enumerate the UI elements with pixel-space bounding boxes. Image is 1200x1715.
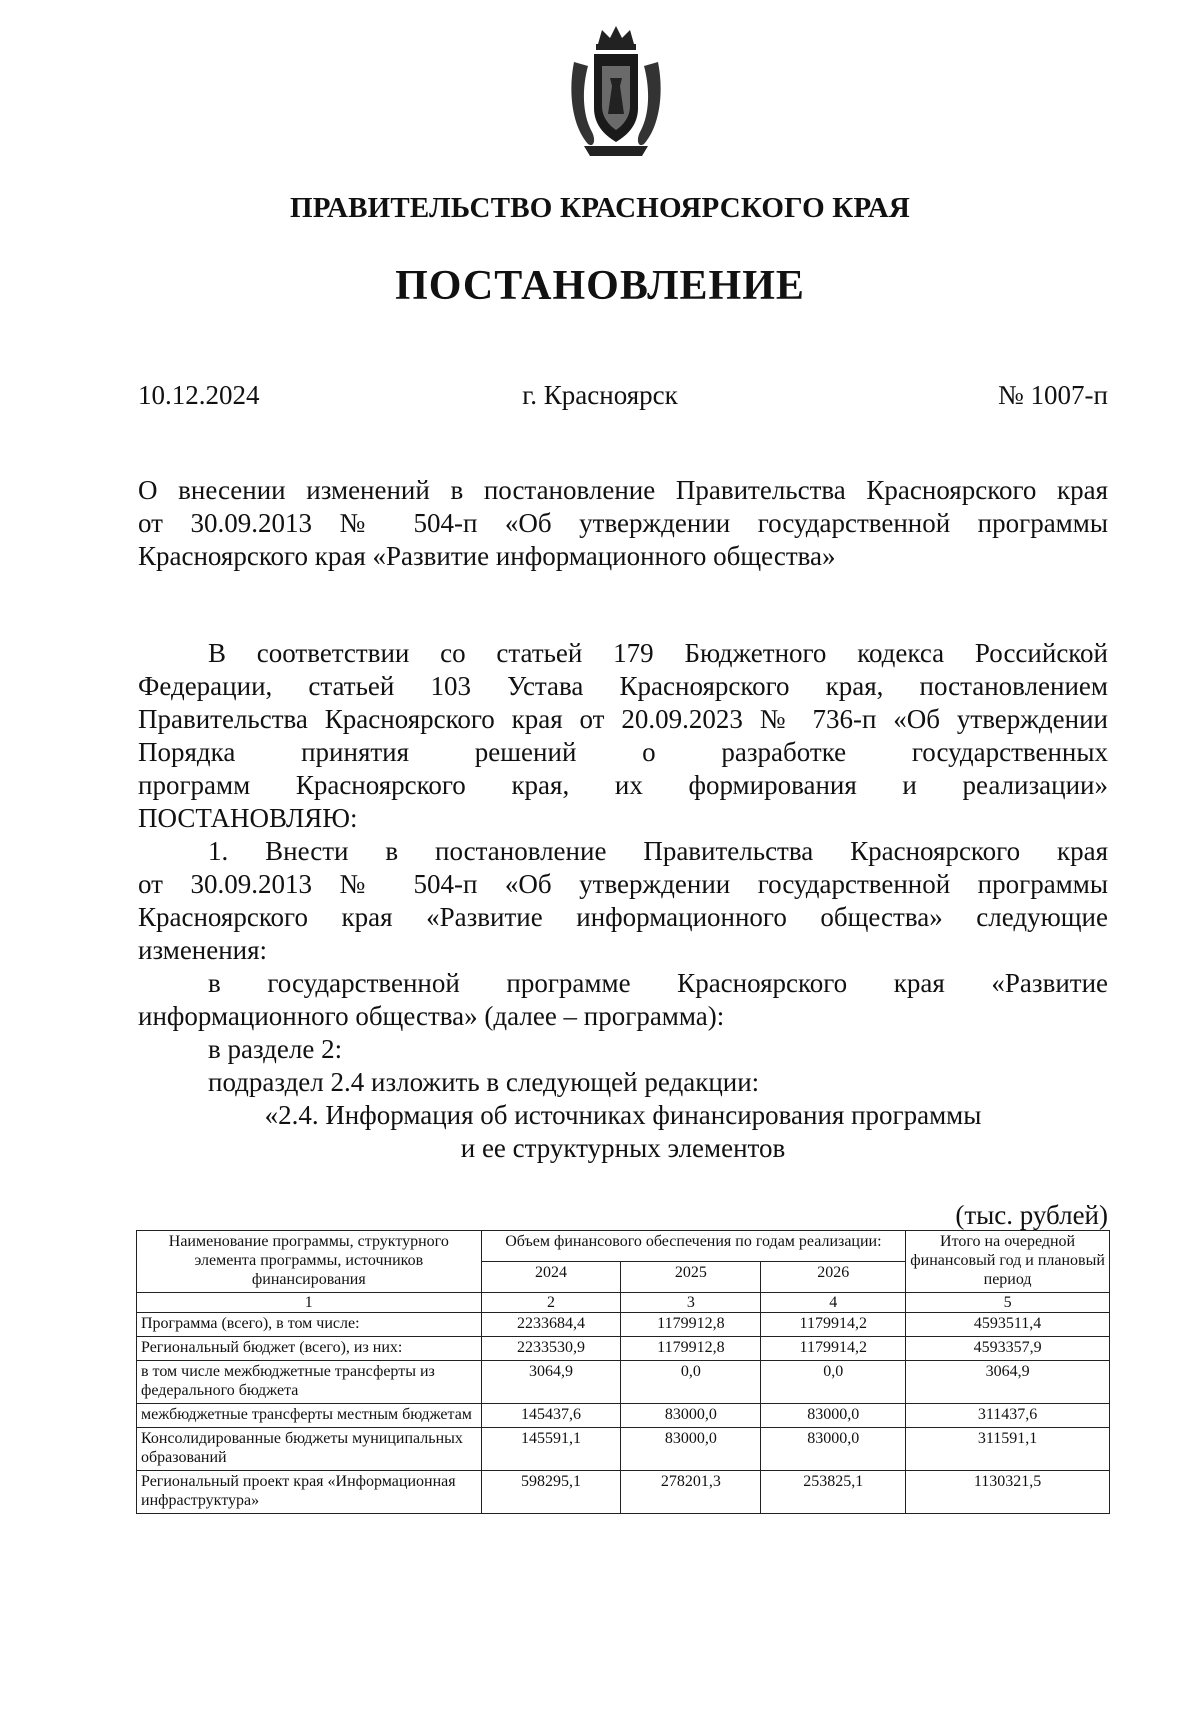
document-body: [138, 637, 1108, 1165]
header-name-column: Наименование программы, структурного элемента программы, источников финансирования: [137, 1231, 482, 1293]
table-row: [137, 1471, 1110, 1514]
row-name: Консолидированные бюджеты муниципальных образований: [137, 1428, 482, 1471]
header-year: 2025: [621, 1262, 761, 1293]
body-line: в государственной программе Красноярского края «Развитие: [208, 968, 1108, 998]
body-line: В соответствии со статьей 179 Бюджетного кодекса Российской: [208, 638, 1108, 668]
row-total: 4593511,4: [906, 1313, 1110, 1337]
row-value-2025: 1179912,8: [621, 1337, 761, 1361]
document-subject: [138, 474, 1108, 573]
row-name: Региональный бюджет (всего), из них:: [137, 1337, 482, 1361]
header-volume-group: Объем финансового обеспечения по годам реализации:: [481, 1231, 906, 1262]
body-line: Красноярского края «Развитие информационного общества» следующие: [138, 902, 1108, 932]
row-value-2026: 1179914,2: [761, 1313, 906, 1337]
body-line: изменения:: [138, 935, 268, 965]
header-year: 2024: [481, 1262, 621, 1293]
row-value-2024: 2233684,4: [481, 1313, 621, 1337]
row-value-2026: 83000,0: [761, 1428, 906, 1471]
body-line: 1. Внести в постановление Правительства Красноярского края: [208, 836, 1108, 866]
body-line: программ Красноярского края, их формирования и реализации»: [138, 770, 1108, 800]
row-total: 311591,1: [906, 1428, 1110, 1471]
header-total-column: Итого на очередной финансовый год и плановый период: [906, 1231, 1110, 1293]
row-value-2025: 0,0: [621, 1361, 761, 1404]
body-line: подраздел 2.4 изложить в следующей редакции:: [208, 1067, 760, 1097]
column-number: 3: [621, 1293, 761, 1313]
row-value-2024: 598295,1: [481, 1471, 621, 1514]
row-total: 4593357,9: [906, 1337, 1110, 1361]
table-row: [137, 1361, 1110, 1404]
row-name: межбюджетные трансферты местным бюджетам: [137, 1404, 482, 1428]
column-number: 5: [906, 1293, 1110, 1313]
table-row: [137, 1428, 1110, 1471]
row-value-2024: 145437,6: [481, 1404, 621, 1428]
row-name: Программа (всего), в том числе:: [137, 1313, 482, 1337]
row-value-2024: 3064,9: [481, 1361, 621, 1404]
row-value-2026: 83000,0: [761, 1404, 906, 1428]
section-heading-line: «2.4. Информация об источниках финансирования программы: [264, 1100, 982, 1130]
body-line: Порядка принятия решений о разработке государственных: [138, 737, 1108, 767]
body-line: информационного общества» (далее – программа):: [138, 1001, 725, 1031]
row-value-2025: 83000,0: [621, 1404, 761, 1428]
body-line: Правительства Красноярского края от 20.09.2023 № 736-п «Об утверждении: [138, 704, 1108, 734]
row-value-2025: 278201,3: [621, 1471, 761, 1514]
section-heading-line: и ее структурных элементов: [460, 1133, 786, 1163]
row-total: 1130321,5: [906, 1471, 1110, 1514]
row-value-2025: 83000,0: [621, 1428, 761, 1471]
column-number: 2: [481, 1293, 621, 1313]
document-date: 10.12.2024: [138, 380, 260, 410]
row-total: 3064,9: [906, 1361, 1110, 1404]
document-city: г. Красноярск: [522, 380, 678, 410]
row-value-2026: 1179914,2: [761, 1337, 906, 1361]
row-value-2024: 2233530,9: [481, 1337, 621, 1361]
subject-line: О внесении изменений в постановление Правительства Красноярского края: [138, 475, 1108, 505]
row-value-2026: 253825,1: [761, 1471, 906, 1514]
subject-line: Красноярского края «Развитие информационного общества»: [138, 541, 836, 571]
body-line: Федерации, статьей 103 Устава Красноярского края, постановлением: [138, 671, 1108, 701]
body-line: в разделе 2:: [208, 1034, 343, 1064]
column-number: 4: [761, 1293, 906, 1313]
row-value-2024: 145591,1: [481, 1428, 621, 1471]
column-number-row: [137, 1293, 1110, 1313]
financing-table: [136, 1230, 1110, 1514]
table-units-label: (тыс. рублей): [955, 1200, 1108, 1230]
header-year: 2026: [761, 1262, 906, 1293]
document-type-title: ПОСТАНОВЛЕНИЕ: [395, 263, 805, 309]
column-number: 1: [137, 1293, 482, 1313]
government-title: ПРАВИТЕЛЬСТВО КРАСНОЯРСКОГО КРАЯ: [289, 192, 911, 224]
row-name: Региональный проект края «Информационная инфраструктура»: [137, 1471, 482, 1514]
body-line: ПОСТАНОВЛЯЮ:: [138, 803, 358, 833]
row-total: 311437,6: [906, 1404, 1110, 1428]
row-value-2025: 1179912,8: [621, 1313, 761, 1337]
document-number: № 1007-п: [998, 380, 1108, 410]
row-value-2026: 0,0: [761, 1361, 906, 1404]
row-name: в том числе межбюджетные трансферты из федерального бюджета: [137, 1361, 482, 1404]
table-row: [137, 1337, 1110, 1361]
body-line: от 30.09.2013 № 504-п «Об утверждении государственной программы: [138, 869, 1108, 899]
subject-line: от 30.09.2013 № 504-п «Об утверждении государственной программы: [138, 508, 1108, 538]
table-row: [137, 1313, 1110, 1337]
table-row: [137, 1404, 1110, 1428]
coat-of-arms-icon: [566, 22, 666, 160]
table-header-row: [137, 1231, 1110, 1262]
